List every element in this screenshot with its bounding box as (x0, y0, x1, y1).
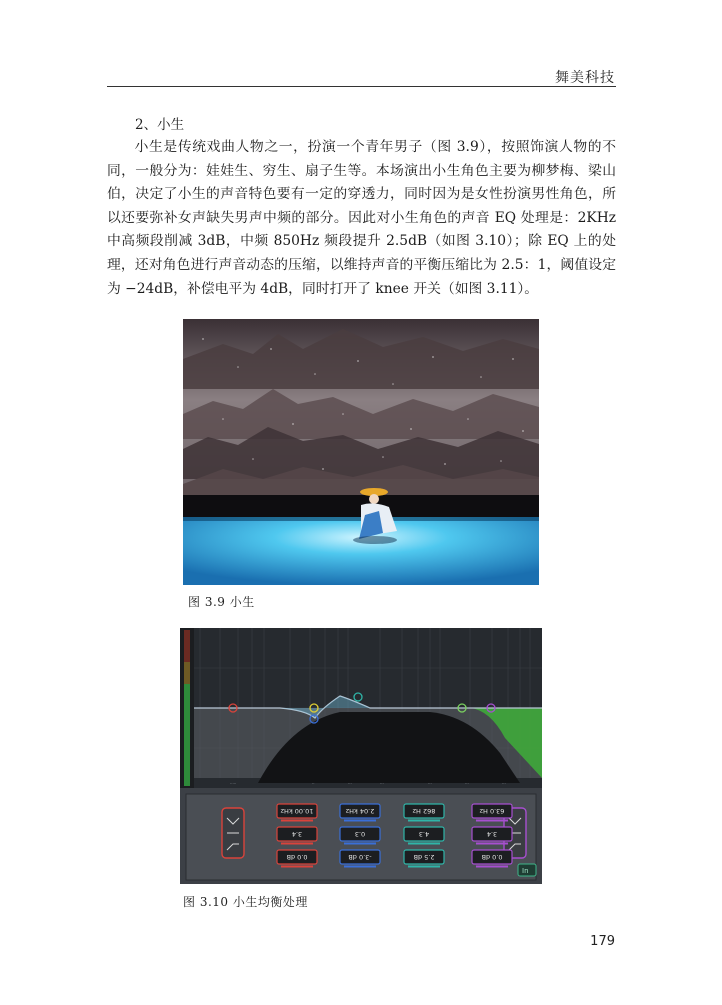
eq-param-value: 862 Hz (412, 807, 436, 816)
eq-param-indicator (281, 843, 313, 845)
page-number: 179 (590, 934, 615, 949)
svg-text:···: ··· (465, 781, 469, 786)
eq-param-indicator (408, 820, 440, 822)
body-paragraph: 小生是传统戏曲人物之一，扮演一个青年男子（图 3.9），按照饰演人物的不同，一般分为：娃娃生、穷生、扇子生等。本场演出小生角色主要为柳梦梅、梁山伯，决定了小生的声音特色要有一定的穿透力，同时因为是女性扮演男性角色，所以还要弥补女声缺失男声中频的部分。因此对小生角色的声音 EQ 处理是：2KHz 中高频段削减 3dB，中频 850Hz 频段提升 2.5dB（如图 3.10）；除 EQ 上的处理，还对角色进行声音动态的压缩，以维持声音的平衡压缩比为 2.5：1，阈值设定为 −24dB，补偿电平为 4dB，同时打开了 knee 开关（如图 3.11）。 (107, 139, 616, 297)
running-header-title: 舞美科技 (555, 70, 615, 86)
body-text (107, 136, 616, 301)
svg-text:···: ··· (348, 781, 352, 786)
svg-text:···: ··· (502, 781, 506, 786)
section-heading: 2、小生 (135, 117, 185, 133)
eq-param-value: 3.4 (291, 830, 303, 839)
figure-stage-photo (183, 319, 539, 585)
eq-param-indicator (476, 866, 508, 868)
figure-3-9-caption: 图 3.9 小生 (188, 595, 255, 609)
eq-param-indicator (408, 866, 440, 868)
figure-3-10-caption: 图 3.10 小生均衡处理 (183, 895, 308, 909)
eq-param-value: -3.0 dB (348, 853, 372, 862)
eq-param-indicator (408, 843, 440, 845)
eq-param-indicator (344, 820, 376, 822)
eq-param-indicator (344, 866, 376, 868)
figure-eq-screenshot (180, 628, 542, 884)
eq-param-indicator (344, 843, 376, 845)
eq-param-indicator (281, 820, 313, 822)
eq-param-value: 0.3 (354, 830, 366, 839)
eq-param-value: 0.0 dB (286, 853, 308, 862)
svg-text:···: ··· (428, 781, 432, 786)
eq-param-value: 63.0 Hz (479, 807, 505, 816)
eq-param-indicator (476, 843, 508, 845)
eq-param-value: 4.3 (418, 830, 430, 839)
eq-param-value: 2.04 kHz (345, 807, 375, 816)
header-rule (107, 86, 616, 87)
eq-in-toggle[interactable]: In (522, 867, 529, 875)
svg-text:···: ··· (380, 781, 384, 786)
eq-display (180, 628, 542, 884)
eq-param-value: 3.4 (486, 830, 498, 839)
stage-photo (183, 319, 539, 585)
eq-param-value: 10.00 kHz (280, 807, 314, 816)
eq-param-value: 0.0 dB (481, 853, 503, 862)
eq-param-indicator (476, 820, 508, 822)
eq-param-value: 2.5 dB (413, 853, 435, 862)
eq-param-indicator (281, 866, 313, 868)
svg-text:··: ·· (312, 781, 315, 786)
svg-text:·····: ····· (230, 781, 237, 786)
